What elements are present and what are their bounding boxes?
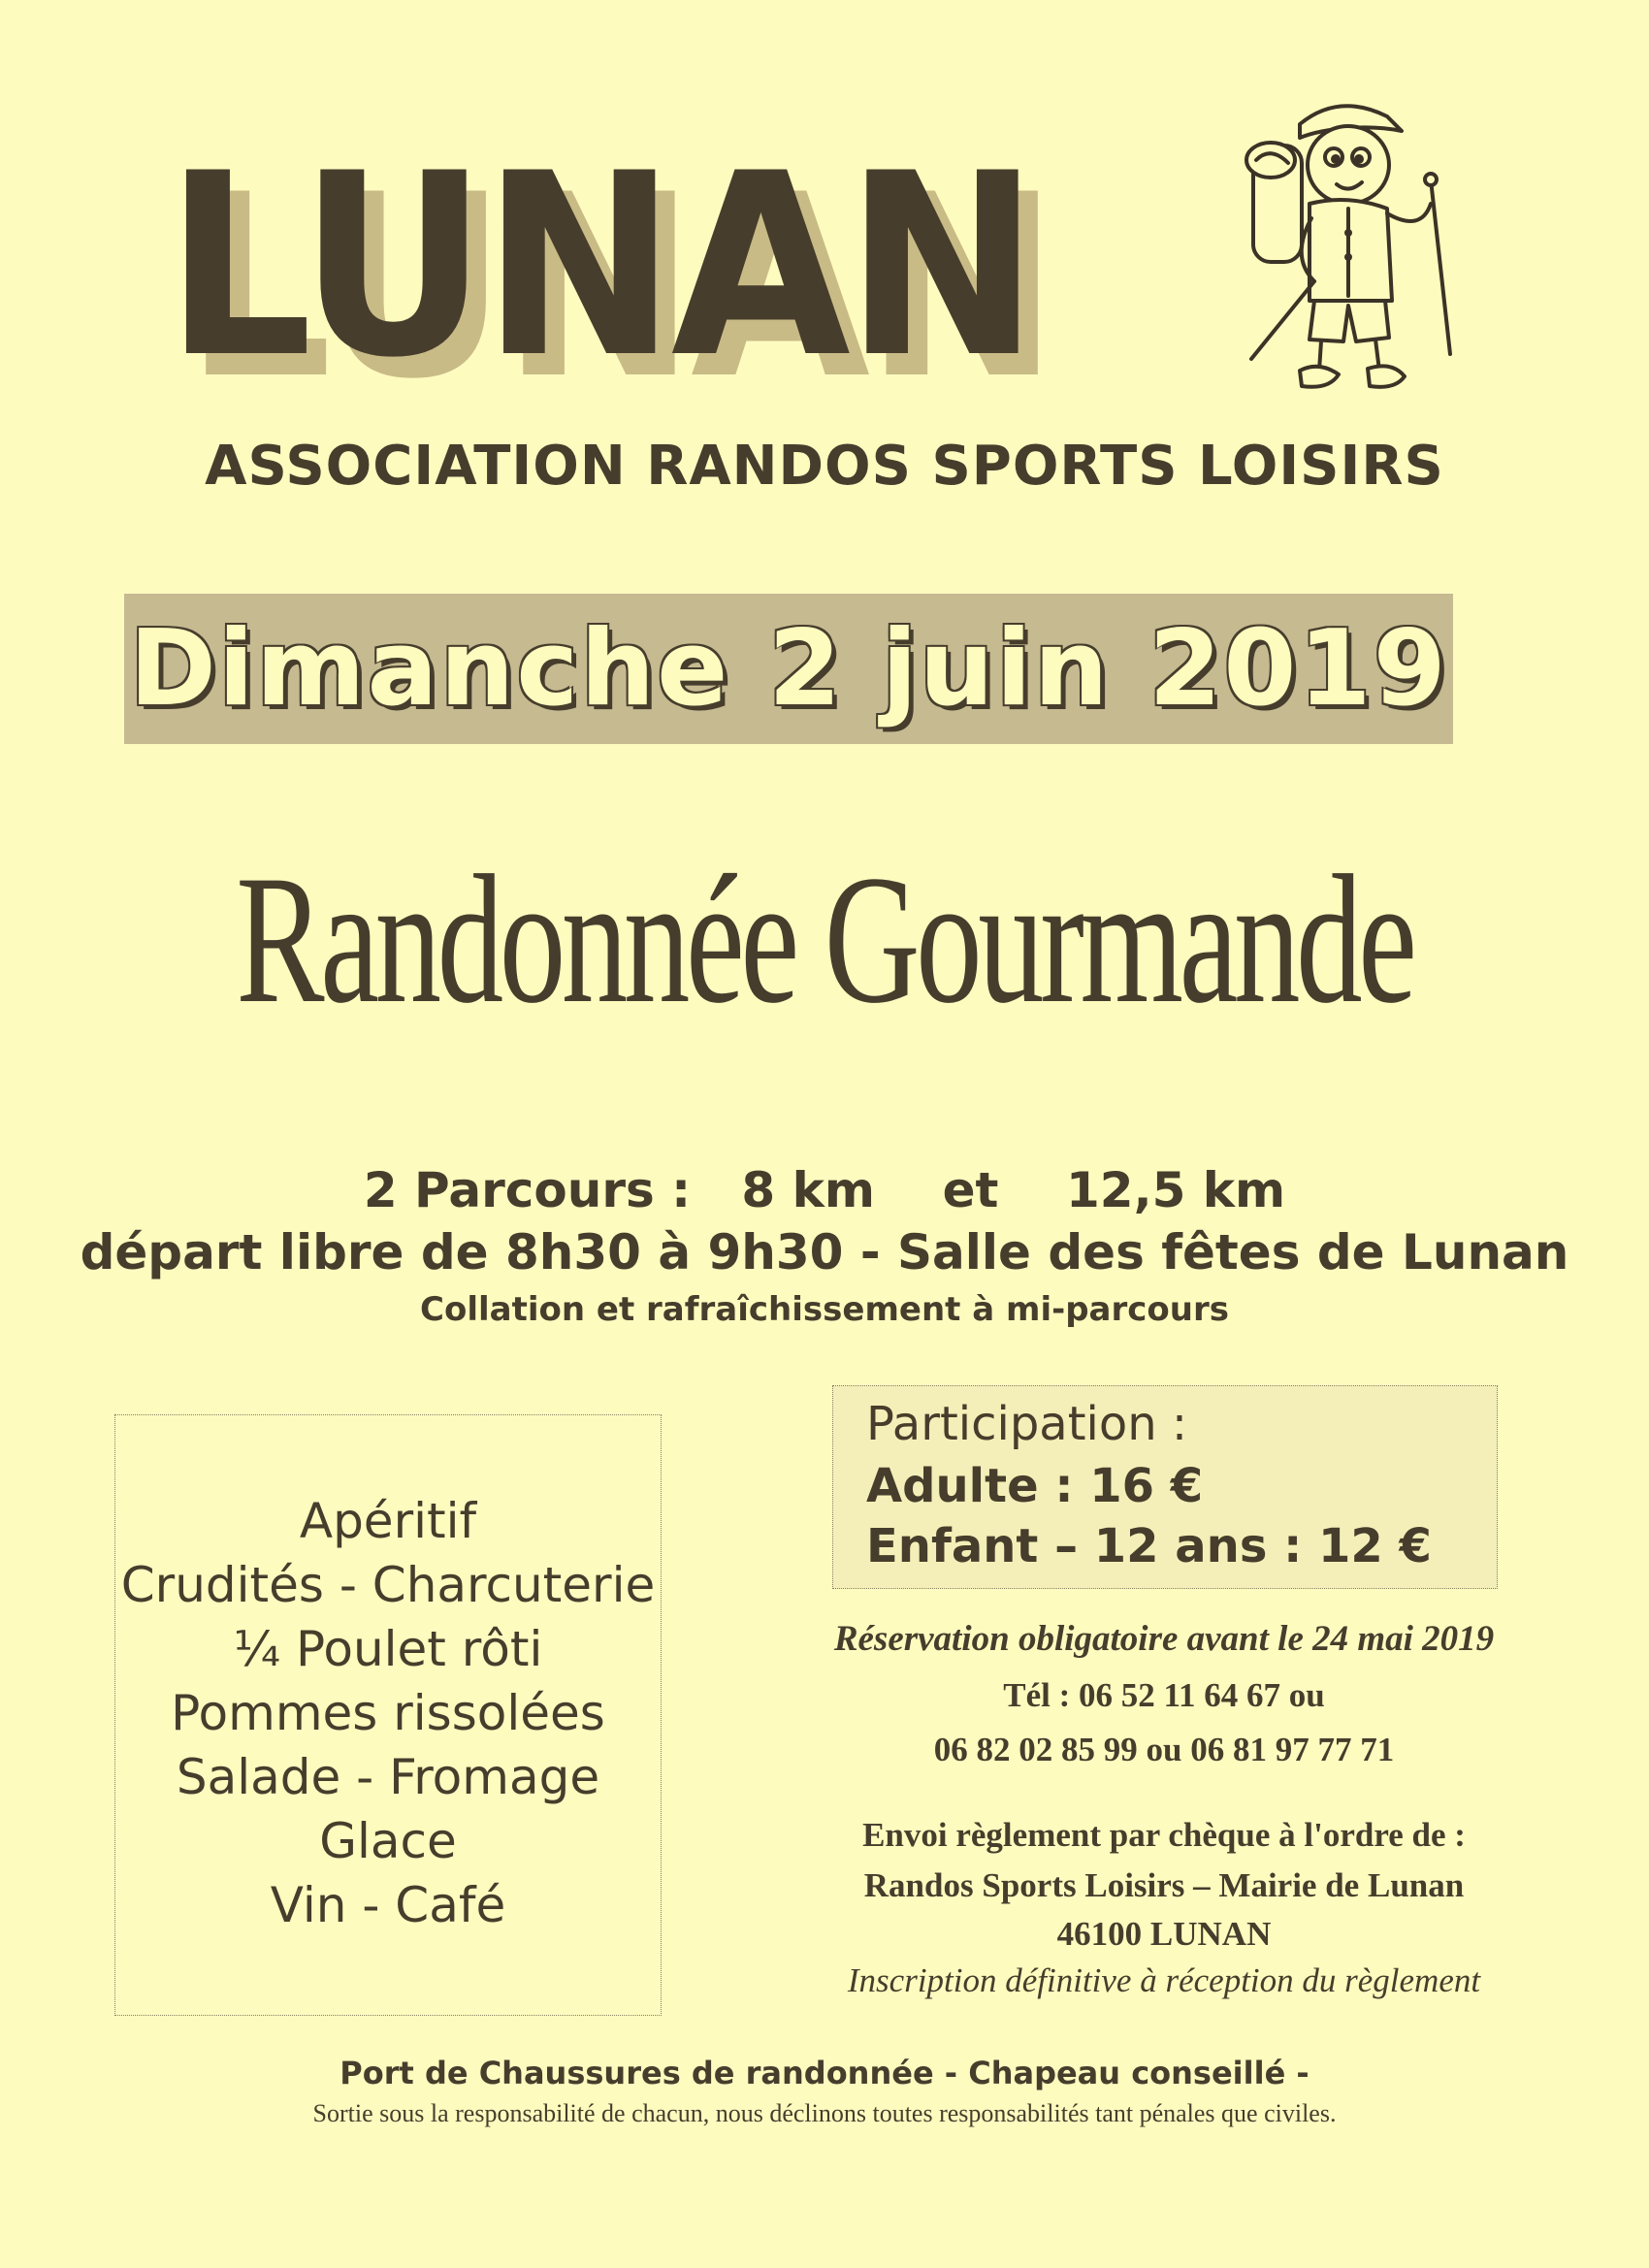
event-date: Dimanche 2 juin 2019: [129, 608, 1448, 729]
child-price: Enfant – 12 ans : 12 €: [866, 1519, 1432, 1573]
menu-item: Pommes rissolées: [171, 1685, 605, 1741]
menu-item: Salade - Fromage: [176, 1749, 600, 1805]
poster-title: LUNAN: [165, 120, 1035, 413]
association-name: ASSOCIATION RANDOS SPORTS LOISIRS: [205, 435, 1444, 498]
menu-item: Glace: [319, 1813, 457, 1869]
menu-list: [114, 1489, 662, 1937]
payment-line-2: Randos Sports Loisirs – Mairie de Lunan: [863, 1866, 1465, 1904]
reservation-notice: Réservation obligatoire avant le 24 mai 2019: [833, 1619, 1495, 1659]
hiker-icon: [1232, 87, 1494, 407]
payment-line-1: Envoi règlement par chèque à l'ordre de :: [862, 1816, 1466, 1854]
menu-item: Apéritif: [299, 1493, 477, 1549]
equipment-notice: Port de Chaussures de randonnée - Chapeau conseillé -: [340, 2055, 1310, 2091]
event-name: Randonnée Gourmande: [236, 838, 1413, 1042]
start-info: départ libre de 8h30 à 9h30 - Salle des fêtes de Lunan: [80, 1224, 1569, 1280]
payment-line-3: 46100 LUNAN: [1056, 1915, 1272, 1953]
phone-line-2: 06 82 02 85 99 ou 06 81 97 77 71: [933, 1731, 1395, 1768]
phone-line-1: Tél : 06 52 11 64 67 ou: [1003, 1676, 1325, 1714]
menu-item: Crudités - Charcuterie: [120, 1557, 656, 1613]
participation-title: Participation :: [866, 1397, 1188, 1451]
adult-price: Adulte : 16 €: [866, 1459, 1204, 1513]
menu-item: ¼ Poulet rôti: [233, 1621, 543, 1677]
payment-line-4: Inscription définitive à réception du règlement: [847, 1961, 1481, 1999]
routes-info: 2 Parcours : 8 km et 12,5 km: [363, 1162, 1286, 1218]
snack-info: Collation et rafraîchissement à mi-parcours: [420, 1290, 1229, 1329]
menu-item: Vin - Café: [270, 1877, 506, 1933]
disclaimer: Sortie sous la responsabilité de chacun, nous déclinons toutes responsabilités tant pénales que civiles.: [312, 2099, 1337, 2127]
